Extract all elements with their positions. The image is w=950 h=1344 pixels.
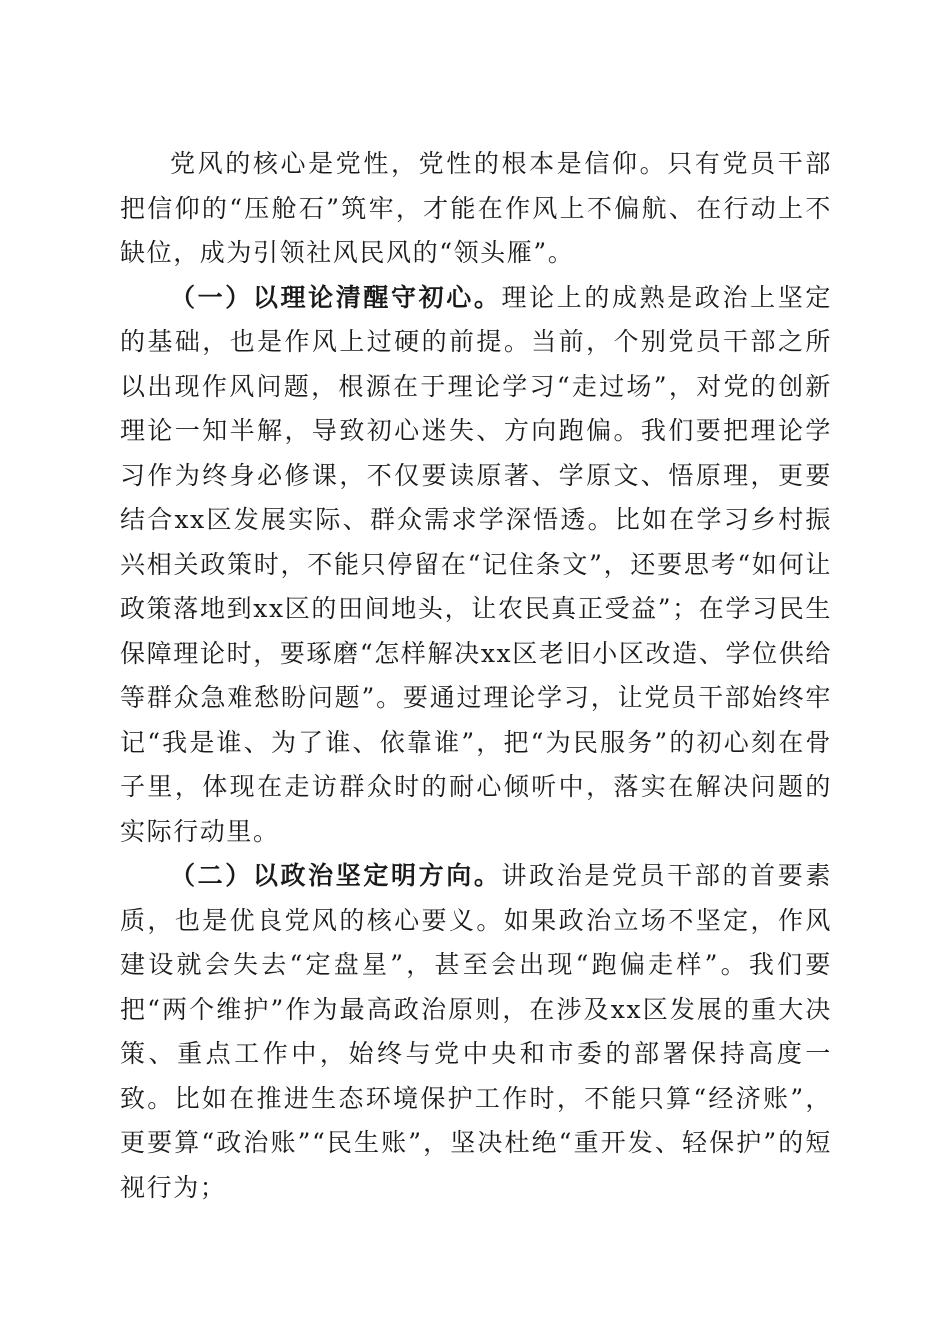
paragraph-text: 党风的核心是党性，党性的根本是信仰。只有党员干部把信仰的“压舱石”筑牢，才能在作风上不偏航、在行动上不缺位，成为引领社风民风的“领头雁”。 (120, 149, 832, 267)
paragraph-text: 理论上的成熟是政治上坚定的基础，也是作风上过硬的前提。当前，个别党员干部之所以出现作风问题，根源在于理论学习“走过场”，对党的创新理论一知半解，导致初心迷失、方向跑偏。我们要把理论学习作为终身必修课，不仅要读原著、学原文、悟原理，更要结合xx区发展实际、群众需求学深悟透。比如在学习乡村振兴相关政策时，不能只停留在“记住条文”，还要思考“如何让政策落地到xx区的田间地头，让农民真正受益”；在学习民生保障理论时，要琢磨“怎样解决xx区老旧小区改造、学位供给等群众急难愁盼问题”。要通过理论学习，让党员干部始终牢记“我是谁、为了谁、依靠谁”，把“为民服务”的初心刻在骨子里，体现在走访群众时的耐心倾听中，落实在解决问题的实际行动里。 (120, 282, 833, 846)
section-heading: （二）以政治坚定明方向。 (170, 861, 502, 890)
paragraph-section-1 (120, 276, 832, 855)
document-body (120, 142, 832, 1210)
paragraph-intro (120, 142, 832, 276)
paragraph-section-2 (120, 854, 832, 1210)
section-heading: （一）以理论清醒守初心。 (170, 282, 502, 312)
paragraph-text: 讲政治是党员干部的首要素质，也是优良党风的核心要义。如果政治立场不坚定，作风建设就会失去“定盘星”，甚至会出现“跑偏走样”。我们要把“两个维护”作为最高政治原则，在涉及xx区发展的重大决策、重点工作中，始终与党中央和市委的部署保持高度一致。比如在推进生态环境保护工作时，不能只算“经济账”，更要算“政治账”“民生账”，坚决杜绝“重开发、轻保护”的短视行为； (120, 861, 833, 1202)
